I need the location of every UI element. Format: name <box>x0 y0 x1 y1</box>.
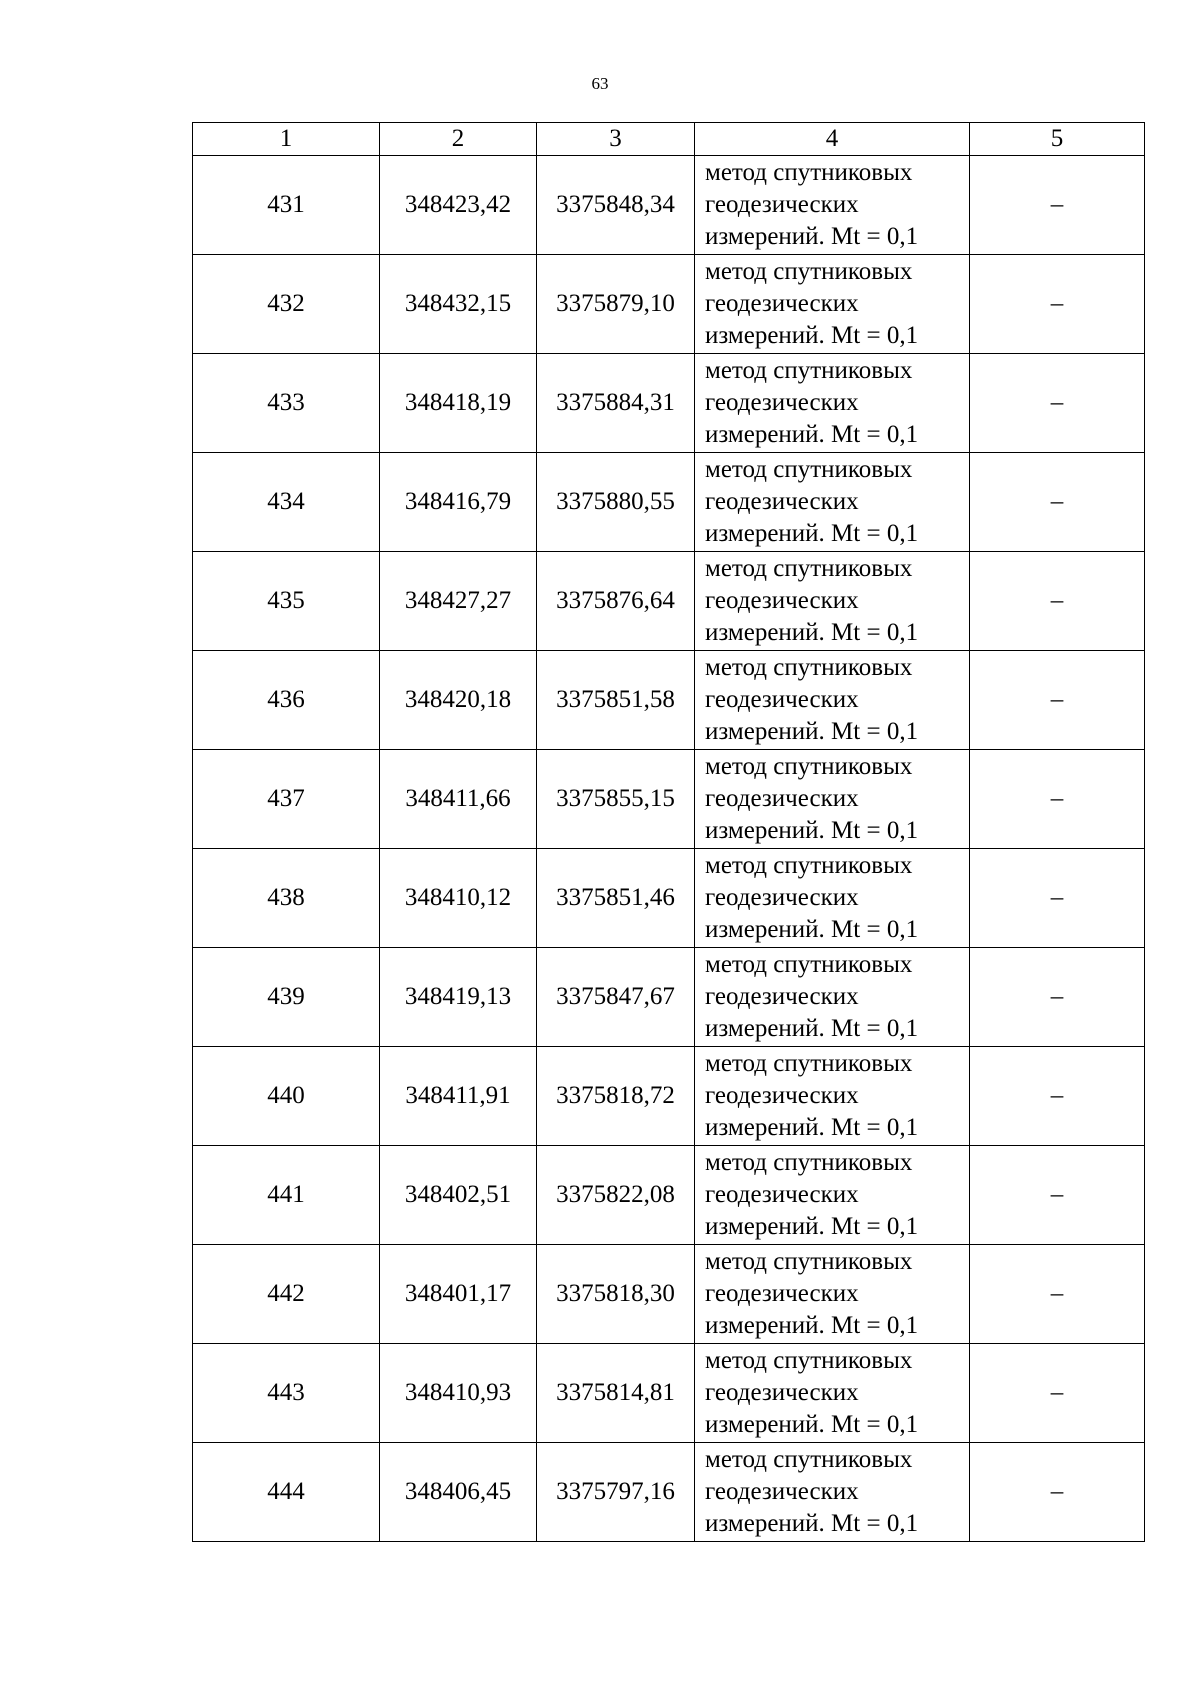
method-line: геодезических <box>705 1478 859 1505</box>
method-line: геодезических <box>705 785 859 812</box>
method-line: метод спутниковых <box>705 951 913 978</box>
coordinate-y-cell: 3375851,46 <box>537 849 695 948</box>
method-cell <box>695 849 970 948</box>
coordinate-x-cell: 348410,93 <box>380 1344 537 1443</box>
method-line: измерений. Mt = 0,1 <box>705 1411 919 1438</box>
table-row <box>193 1344 1145 1443</box>
note-cell: – <box>970 354 1145 453</box>
coordinate-y-cell: 3375879,10 <box>537 255 695 354</box>
table-row <box>193 651 1145 750</box>
method-line: метод спутниковых <box>705 1149 913 1176</box>
method-cell <box>695 156 970 255</box>
method-line: геодезических <box>705 983 859 1010</box>
coordinate-y-cell: 3375797,16 <box>537 1443 695 1542</box>
method-cell <box>695 1443 970 1542</box>
method-line: измерений. Mt = 0,1 <box>705 1312 919 1339</box>
header-col-3: 3 <box>537 123 695 156</box>
table-row <box>193 552 1145 651</box>
method-line: геодезических <box>705 191 859 218</box>
method-line: геодезических <box>705 1181 859 1208</box>
header-row <box>193 123 1145 156</box>
method-line: геодезических <box>705 686 859 713</box>
note-cell: – <box>970 1047 1145 1146</box>
method-cell <box>695 1047 970 1146</box>
table-body <box>193 156 1145 1542</box>
coordinate-y-cell: 3375855,15 <box>537 750 695 849</box>
point-number-cell: 441 <box>193 1146 380 1245</box>
note-cell: – <box>970 552 1145 651</box>
method-line: геодезических <box>705 884 859 911</box>
method-line: геодезических <box>705 488 859 515</box>
coordinate-x-cell: 348406,45 <box>380 1443 537 1542</box>
coordinate-y-cell: 3375876,64 <box>537 552 695 651</box>
note-cell: – <box>970 156 1145 255</box>
table-row <box>193 255 1145 354</box>
method-line: метод спутниковых <box>705 357 913 384</box>
method-line: метод спутниковых <box>705 1347 913 1374</box>
header-col-2: 2 <box>380 123 537 156</box>
method-cell <box>695 552 970 651</box>
method-cell <box>695 1344 970 1443</box>
method-line: метод спутниковых <box>705 852 913 879</box>
note-cell: – <box>970 1344 1145 1443</box>
note-cell: – <box>970 1245 1145 1344</box>
method-line: метод спутниковых <box>705 555 913 582</box>
coordinate-y-cell: 3375848,34 <box>537 156 695 255</box>
method-line: метод спутниковых <box>705 456 913 483</box>
method-cell <box>695 354 970 453</box>
table-row <box>193 156 1145 255</box>
note-cell: – <box>970 651 1145 750</box>
method-line: измерений. Mt = 0,1 <box>705 223 919 250</box>
method-line: метод спутниковых <box>705 1050 913 1077</box>
point-number-cell: 438 <box>193 849 380 948</box>
point-number-cell: 443 <box>193 1344 380 1443</box>
point-number-cell: 437 <box>193 750 380 849</box>
coordinate-x-cell: 348416,79 <box>380 453 537 552</box>
point-number-cell: 431 <box>193 156 380 255</box>
method-line: геодезических <box>705 290 859 317</box>
table-row <box>193 1245 1145 1344</box>
coordinate-x-cell: 348418,19 <box>380 354 537 453</box>
coordinates-table <box>192 122 1145 1542</box>
coordinate-y-cell: 3375822,08 <box>537 1146 695 1245</box>
header-col-5: 5 <box>970 123 1145 156</box>
coordinate-x-cell: 348432,15 <box>380 255 537 354</box>
method-line: измерений. Mt = 0,1 <box>705 1015 919 1042</box>
method-cell <box>695 651 970 750</box>
page-number: 63 <box>591 74 609 93</box>
point-number-cell: 436 <box>193 651 380 750</box>
method-line: измерений. Mt = 0,1 <box>705 421 919 448</box>
method-cell <box>695 948 970 1047</box>
coordinate-y-cell: 3375818,72 <box>537 1047 695 1146</box>
method-cell <box>695 750 970 849</box>
point-number-cell: 434 <box>193 453 380 552</box>
table-row <box>193 453 1145 552</box>
method-line: метод спутниковых <box>705 258 913 285</box>
point-number-cell: 439 <box>193 948 380 1047</box>
table-row <box>193 1443 1145 1542</box>
coordinate-x-cell: 348410,12 <box>380 849 537 948</box>
coordinate-x-cell: 348427,27 <box>380 552 537 651</box>
method-line: метод спутниковых <box>705 159 913 186</box>
method-line: метод спутниковых <box>705 1248 913 1275</box>
point-number-cell: 435 <box>193 552 380 651</box>
coordinate-y-cell: 3375880,55 <box>537 453 695 552</box>
coordinate-x-cell: 348401,17 <box>380 1245 537 1344</box>
coordinate-x-cell: 348402,51 <box>380 1146 537 1245</box>
method-line: измерений. Mt = 0,1 <box>705 1114 919 1141</box>
point-number-cell: 444 <box>193 1443 380 1542</box>
coordinate-x-cell: 348411,91 <box>380 1047 537 1146</box>
point-number-cell: 432 <box>193 255 380 354</box>
note-cell: – <box>970 849 1145 948</box>
coordinate-y-cell: 3375814,81 <box>537 1344 695 1443</box>
method-line: измерений. Mt = 0,1 <box>705 322 919 349</box>
point-number-cell: 442 <box>193 1245 380 1344</box>
table-header <box>193 123 1145 156</box>
method-line: измерений. Mt = 0,1 <box>705 520 919 547</box>
coordinate-y-cell: 3375818,30 <box>537 1245 695 1344</box>
method-line: метод спутниковых <box>705 654 913 681</box>
method-cell <box>695 453 970 552</box>
note-cell: – <box>970 255 1145 354</box>
coordinate-y-cell: 3375851,58 <box>537 651 695 750</box>
method-line: геодезических <box>705 587 859 614</box>
coordinate-x-cell: 348411,66 <box>380 750 537 849</box>
header-col-1: 1 <box>193 123 380 156</box>
method-line: метод спутниковых <box>705 753 913 780</box>
method-cell <box>695 1146 970 1245</box>
header-col-4: 4 <box>695 123 970 156</box>
note-cell: – <box>970 1443 1145 1542</box>
table-row <box>193 1047 1145 1146</box>
note-cell: – <box>970 1146 1145 1245</box>
method-line: измерений. Mt = 0,1 <box>705 619 919 646</box>
method-line: геодезических <box>705 1379 859 1406</box>
table-row <box>193 849 1145 948</box>
method-line: геодезических <box>705 389 859 416</box>
point-number-cell: 440 <box>193 1047 380 1146</box>
note-cell: – <box>970 948 1145 1047</box>
method-line: геодезических <box>705 1280 859 1307</box>
method-line: измерений. Mt = 0,1 <box>705 817 919 844</box>
point-number-cell: 433 <box>193 354 380 453</box>
coordinate-y-cell: 3375847,67 <box>537 948 695 1047</box>
note-cell: – <box>970 453 1145 552</box>
method-line: измерений. Mt = 0,1 <box>705 1510 919 1537</box>
table-row <box>193 354 1145 453</box>
coordinate-x-cell: 348419,13 <box>380 948 537 1047</box>
method-line: метод спутниковых <box>705 1446 913 1473</box>
table-row <box>193 948 1145 1047</box>
method-line: измерений. Mt = 0,1 <box>705 718 919 745</box>
table-row <box>193 750 1145 849</box>
coordinate-x-cell: 348423,42 <box>380 156 537 255</box>
coordinate-y-cell: 3375884,31 <box>537 354 695 453</box>
note-cell: – <box>970 750 1145 849</box>
method-line: геодезических <box>705 1082 859 1109</box>
method-cell <box>695 1245 970 1344</box>
table-row <box>193 1146 1145 1245</box>
method-line: измерений. Mt = 0,1 <box>705 916 919 943</box>
method-cell <box>695 255 970 354</box>
method-line: измерений. Mt = 0,1 <box>705 1213 919 1240</box>
coordinate-x-cell: 348420,18 <box>380 651 537 750</box>
